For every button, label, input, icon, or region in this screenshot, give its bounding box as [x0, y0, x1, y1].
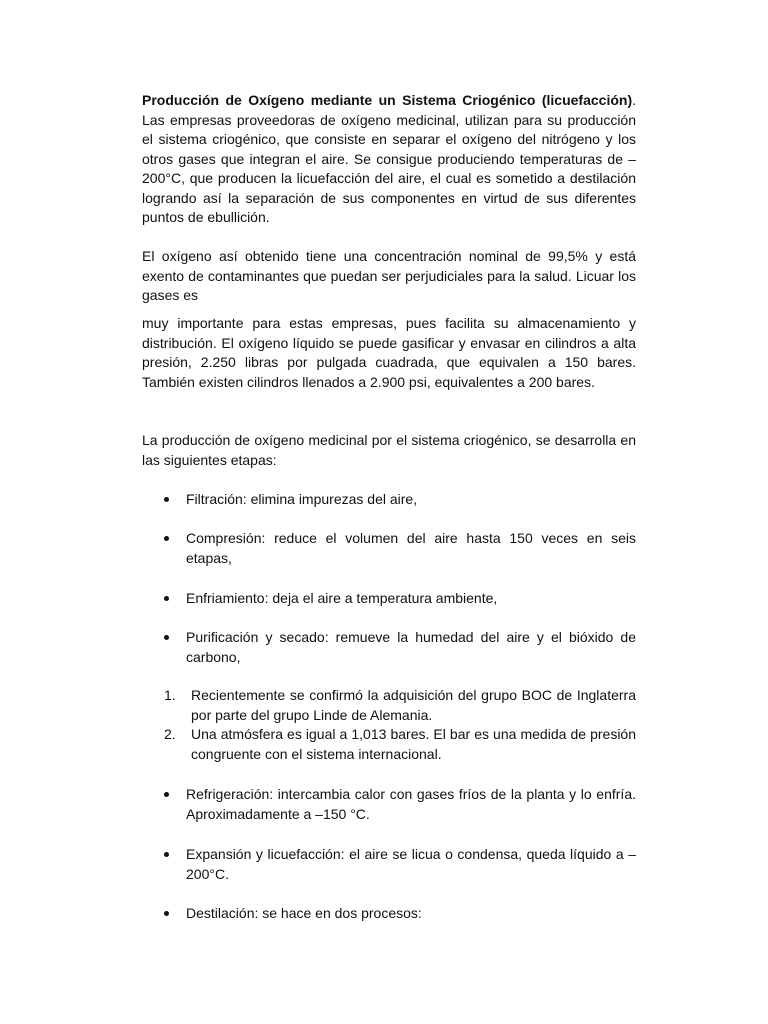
- footnote-2: [142, 725, 636, 764]
- footnote-number: 1.: [164, 687, 176, 703]
- stages-intro-text: La producción de oxígeno medicinal por el sistema criogénico, se desarrolla en las siguientes etapas:: [142, 432, 636, 468]
- list-item-purificacion: [142, 628, 636, 667]
- list-item-expansion: [142, 845, 636, 884]
- storage-text: muy importante para estas empresas, pues facilita su almacenamiento y distribución. El oxígeno líquido se puede gasificar y envasar en cilindros a alta presión, 2.250 libras por pulgada cuadrada, que equivalen a 150 bares. También existen cilindros llenados a 2.900 psi, equivalentes a 200 bares.: [142, 315, 636, 390]
- footnote-1: [142, 686, 636, 725]
- bullet-icon: [164, 911, 169, 916]
- list-item-enfriamiento: [142, 589, 636, 609]
- list-item-text: Enfriamiento: deja el aire a temperatura ambiente,: [186, 590, 498, 606]
- list-item-filtracion: [142, 490, 636, 510]
- list-item-text: Purificación y secado: remueve la humedad del aire y el bióxido de carbono,: [186, 629, 636, 665]
- paragraph-stages-intro: [142, 431, 636, 470]
- paragraph-storage: [142, 314, 636, 392]
- list-item-refrigeracion: [142, 785, 636, 824]
- list-item-text: Compresión: reduce el volumen del aire hasta 150 veces en seis etapas,: [186, 530, 636, 566]
- concentration-text: El oxígeno así obtenido tiene una concentración nominal de 99,5% y está exento de contaminantes que puedan ser perjudiciales para la salud. Licuar los gases es: [142, 248, 636, 303]
- list-item-text: Filtración: elimina impurezas del aire,: [186, 491, 418, 507]
- list-item-text: Destilación: se hace en dos procesos:: [186, 905, 422, 921]
- bullet-icon: [164, 536, 169, 541]
- footnote-text: Recientemente se confirmó la adquisición del grupo BOC de Inglaterra por parte del grupo Linde de Alemania.: [191, 687, 636, 723]
- bullet-icon: [164, 792, 169, 797]
- list-item-compresion: [142, 529, 636, 568]
- paragraph-concentration: [142, 247, 636, 306]
- bullet-icon: [164, 596, 169, 601]
- list-item-text: Refrigeración: intercambia calor con gases fríos de la planta y lo enfría. Aproximadamente a –150 °C.: [186, 786, 636, 822]
- footnote-number: 2.: [164, 726, 176, 742]
- paragraph-intro: [142, 91, 636, 228]
- bullet-icon: [164, 852, 169, 857]
- list-item-text: Expansión y licuefacción: el aire se licua o condensa, queda líquido a – 200°C.: [186, 846, 636, 882]
- bullet-icon: [164, 497, 169, 502]
- list-item-destilacion: [142, 904, 636, 924]
- intro-text: . Las empresas proveedoras de oxígeno medicinal, utilizan para su producción el sistema criogénico, que consiste en separar el oxígeno del nitrógeno y los otros gases que integran el aire. Se consigue produciendo temperaturas de –200°C, que producen la licuefacción del aire, el cual es sometido a destilación logrando así la separación de sus componentes en virtud de sus diferentes puntos de ebullición.: [142, 92, 636, 225]
- bullet-icon: [164, 635, 169, 640]
- footnote-text: Una atmósfera es igual a 1,013 bares. El bar es una medida de presión congruente con el sistema internacional.: [191, 726, 636, 762]
- section-heading: Producción de Oxígeno mediante un Sistema Criogénico (licuefacción): [142, 92, 633, 108]
